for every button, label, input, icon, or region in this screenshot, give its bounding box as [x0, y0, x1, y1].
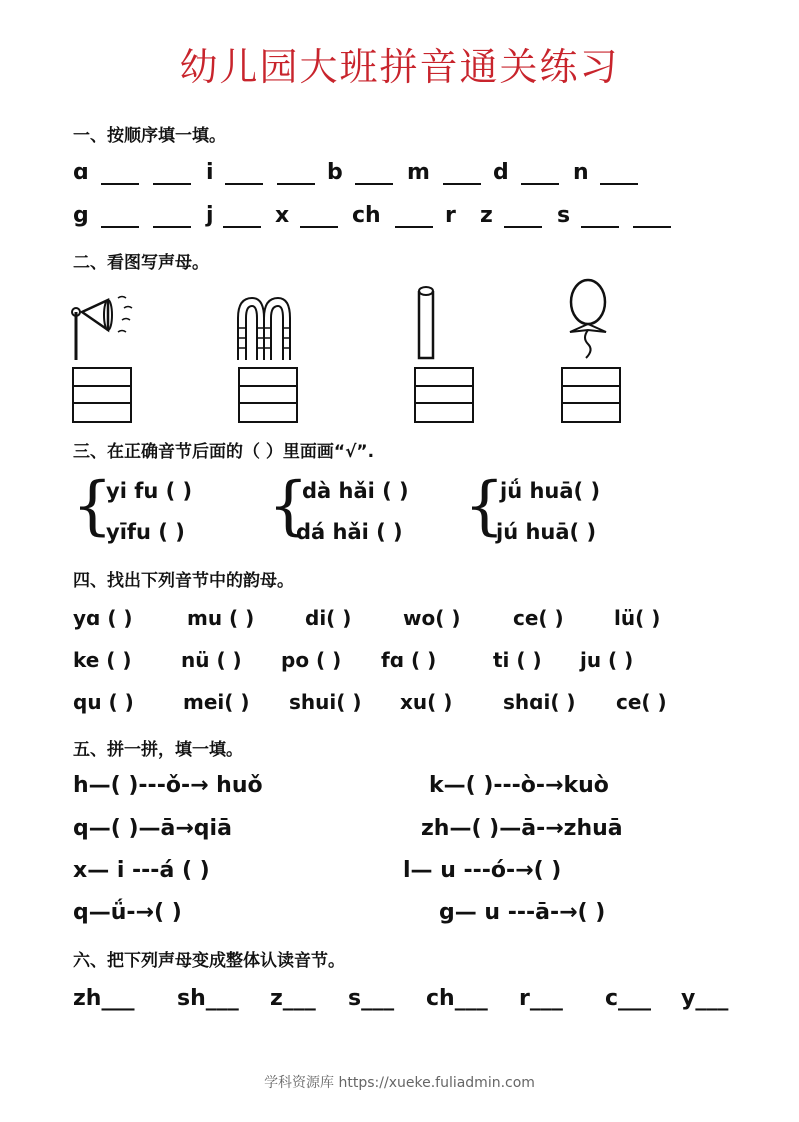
choice-option[interactable]: yi fu ( ) [106, 479, 193, 503]
syllable-item[interactable]: po ( ) [281, 648, 342, 672]
spell-item[interactable]: l— u ---ó-→( ) [403, 858, 562, 883]
letter: x [275, 203, 290, 228]
letter: j [206, 203, 214, 228]
letter: b [327, 160, 343, 185]
syllable-item[interactable]: fɑ ( ) [381, 648, 437, 672]
syllable-item[interactable]: qu ( ) [73, 690, 134, 714]
blank-line[interactable] [633, 204, 671, 228]
spell-item[interactable]: k—( )---ò-→kuò [429, 773, 609, 798]
letter: r [445, 203, 456, 228]
initial-item[interactable]: sh___ [177, 986, 239, 1011]
four-line-grid[interactable] [561, 367, 621, 423]
letter: d [493, 160, 509, 185]
four-line-grid[interactable] [72, 367, 132, 423]
syllable-item[interactable]: xu( ) [400, 690, 453, 714]
door-arch-picture [234, 294, 296, 362]
page-title: 幼儿园大班拼音通关练习 [179, 45, 620, 89]
section-3-heading: 三、在正确音节后面的（ ）里面画“√”. [73, 442, 375, 462]
letter: z [480, 203, 493, 228]
syllable-item[interactable]: shui( ) [289, 690, 362, 714]
blank-line[interactable] [153, 204, 191, 228]
spell-item[interactable]: q—( )—ā→qiā [73, 816, 232, 841]
syllable-item[interactable]: ke ( ) [73, 648, 132, 672]
letter: s [557, 203, 571, 228]
blank-line[interactable] [395, 204, 433, 228]
initial-item[interactable]: s___ [348, 986, 395, 1011]
four-line-grid[interactable] [414, 367, 474, 423]
blank-line[interactable] [355, 161, 393, 185]
spell-item[interactable]: zh—( )—ā-→zhuā [421, 816, 623, 841]
syllable-item[interactable]: ce( ) [616, 690, 667, 714]
blank-line[interactable] [153, 161, 191, 185]
spell-item[interactable]: x— i ---á ( ) [73, 858, 210, 883]
brace-icon: { [268, 469, 309, 543]
spell-item[interactable]: g— u ---ā-→( ) [439, 900, 606, 925]
spell-item[interactable]: q—ǘ-→( ) [73, 900, 182, 925]
letter: ɑ [73, 160, 89, 185]
blank-line[interactable] [504, 204, 542, 228]
blank-line[interactable] [277, 161, 315, 185]
syllable-item[interactable]: yɑ ( ) [73, 606, 133, 630]
letter: ch [352, 203, 381, 228]
blank-line[interactable] [443, 161, 481, 185]
syllable-item[interactable]: ti ( ) [493, 648, 542, 672]
letter: n [573, 160, 589, 185]
initial-item[interactable]: z___ [270, 986, 316, 1011]
blank-line[interactable] [101, 204, 139, 228]
spell-item[interactable]: h—( )---ǒ-→ huǒ [73, 773, 263, 798]
blank-line[interactable] [581, 204, 619, 228]
balloon-picture [560, 276, 620, 362]
syllable-item[interactable]: nü ( ) [181, 648, 242, 672]
letter: i [206, 160, 214, 185]
syllable-item[interactable]: di( ) [305, 606, 352, 630]
choice-option[interactable]: dá hǎi ( ) [296, 520, 403, 544]
blank-line[interactable] [521, 161, 559, 185]
section-2-heading: 二、看图写声母。 [73, 253, 209, 273]
source-footer: 学科资源库 https://xueke.fuliadmin.com [264, 1075, 535, 1091]
section-4-heading: 四、找出下列音节中的韵母。 [73, 571, 294, 591]
letter: g [73, 203, 89, 228]
megaphone-picture [68, 288, 140, 364]
initial-item[interactable]: c___ [605, 986, 652, 1011]
blank-line[interactable] [223, 204, 261, 228]
syllable-item[interactable]: lü( ) [614, 606, 661, 630]
letter: m [407, 160, 430, 185]
syllable-item[interactable]: shɑi( ) [503, 690, 576, 714]
blank-line[interactable] [300, 204, 338, 228]
initial-item[interactable]: y___ [681, 986, 729, 1011]
section-5-heading: 五、拼一拼，填一填。 [73, 740, 243, 760]
initial-item[interactable]: ch___ [426, 986, 488, 1011]
brace-icon: { [72, 469, 113, 543]
syllable-item[interactable]: wo( ) [403, 606, 461, 630]
choice-option[interactable]: jú huā( ) [496, 520, 597, 544]
blank-line[interactable] [101, 161, 139, 185]
choice-option[interactable]: dà hǎi ( ) [302, 479, 409, 503]
section-1-heading: 一、按顺序填一填。 [73, 126, 226, 146]
initial-item[interactable]: r___ [519, 986, 563, 1011]
section-6-heading: 六、把下列声母变成整体认读音节。 [73, 951, 345, 971]
syllable-item[interactable]: mei( ) [183, 690, 250, 714]
four-line-grid[interactable] [238, 367, 298, 423]
blank-line[interactable] [225, 161, 263, 185]
brace-icon: { [464, 469, 505, 543]
stick-picture [414, 284, 442, 364]
blank-line[interactable] [600, 161, 638, 185]
syllable-item[interactable]: ce( ) [513, 606, 564, 630]
syllable-item[interactable]: mu ( ) [187, 606, 255, 630]
choice-option[interactable]: yīfu ( ) [106, 520, 185, 544]
syllable-item[interactable]: ju ( ) [580, 648, 634, 672]
initial-item[interactable]: zh___ [73, 986, 135, 1011]
choice-option[interactable]: jǘ huā( ) [500, 479, 601, 503]
